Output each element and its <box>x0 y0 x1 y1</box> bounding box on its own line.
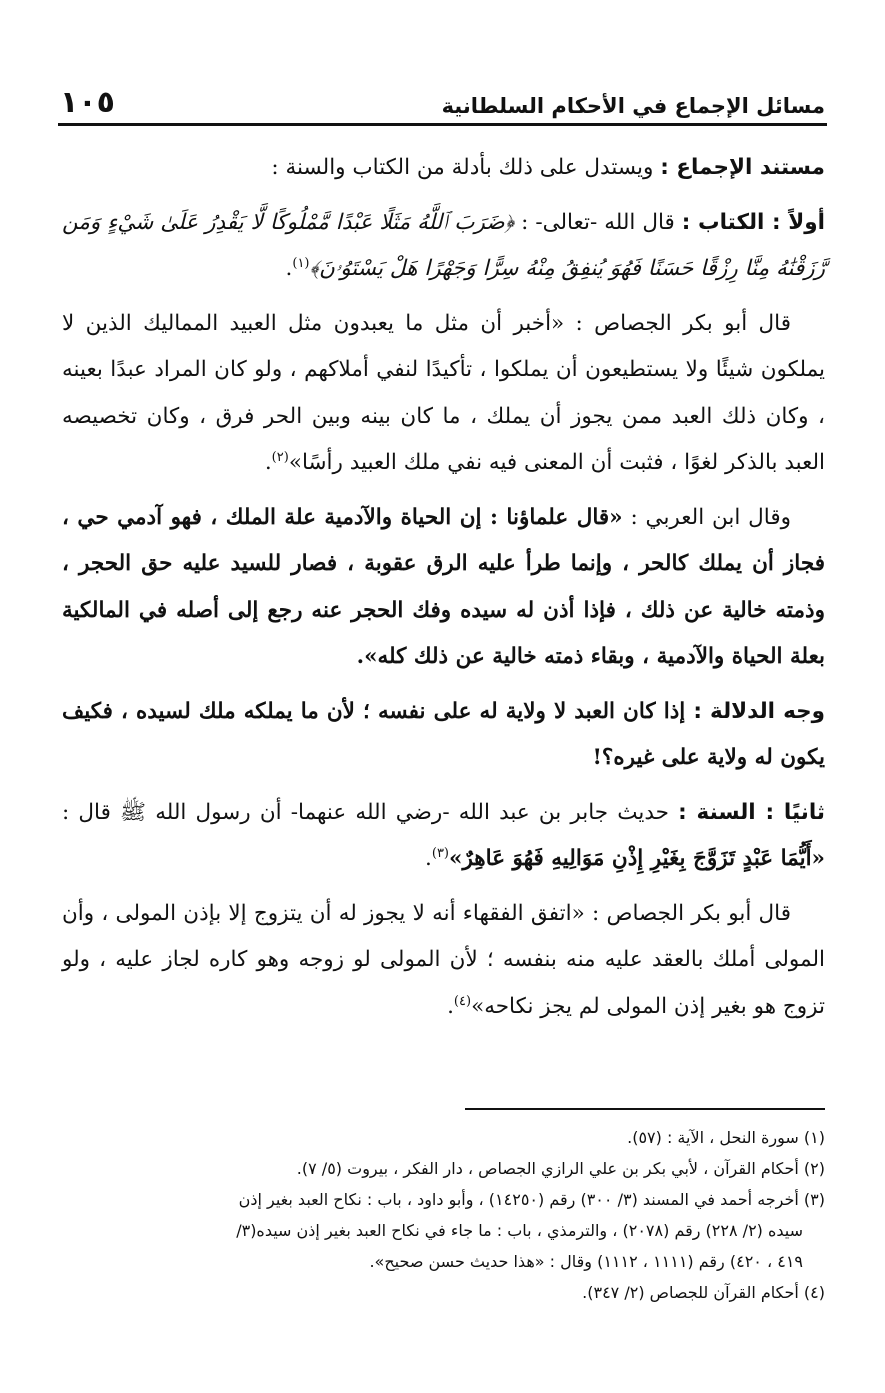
footnote-ref-1: (١) <box>292 255 310 271</box>
footnote-1: (١) سورة النحل ، الآية : (٥٧). <box>627 1128 825 1147</box>
punctuation: . <box>264 450 272 475</box>
paragraph-quran <box>62 200 825 293</box>
punctuation: . <box>285 256 293 281</box>
footnote-divider <box>465 1108 825 1110</box>
punctuation: . <box>425 846 432 871</box>
paragraph-text: قال أبو بكر الجصاص : «أخبر أن مثل ما يعبدون مثل العبيد المماليك الذين لا يملكون شيئًا ولا يستطيعون أن يملكوا ، تأكيدًا لنفي أملاكهم ، ولو كان المراد عبدًا بعينه ، وكان ذلك العبد ممن يجوز أن يملك ، ما كان بينه وبين الحر فرق ، وكان تخصيصه العبد بالذكر لغوًا ، فثبت أن المعنى فيه نفي ملك العبيد رأسًا» <box>62 310 825 475</box>
header-divider <box>58 123 827 126</box>
paragraph-consensus-basis <box>62 145 825 192</box>
quran-verse: ﴿ضَرَبَ ٱللَّهُ مَثَلًا عَبْدًا مَّمْلُوكًا لَّا يَقْدِرُ عَلَىٰ شَيْءٍ وَمَن رَّزَقْنَٰهُ مِنَّا رِزْقًا حَسَنًا فَهُوَ يُنفِقُ مِنْهُ سِرًّا وَجَهْرًا هَلْ يَسْتَوُۥنَ﴾ <box>62 209 825 281</box>
quote-text: «قال علماؤنا : إن الحياة والآدمية علة الملك ، فهو آدمي حي ، فجاز أن يملك كالحر ، وإنما طرأ عليه الرق عقوبة ، فصار للسيد عليه حق الحجر ، وذمته خالية عن ذلك ، فإذا أذن له سيده وفك الحجر عنه رجع إلى أصله في المالكية بعلة الحياة والآدمية ، وبقاء ذمته خالية عن ذلك كله». <box>62 504 825 669</box>
heading-quran: أولاً : الكتاب : <box>681 209 826 235</box>
page-header <box>60 78 825 118</box>
paragraph-text: إذا كان العبد لا ولاية له على نفسه ؛ لأن ما يملكه ملك لسيده ، فكيف يكون له ولاية على غيره؟! <box>62 698 825 770</box>
hadith-text: «أَيُّمَا عَبْدٍ تَزَوَّجَ بِغَيْرِ إِذْنِ مَوَالِيهِ فَهُوَ عَاهِرٌ» <box>449 846 825 871</box>
paragraph-ibn-arabi-quote <box>62 495 825 681</box>
paragraph-text: قال الله -تعالى- : <box>514 209 682 235</box>
paragraph-text: قال أبو بكر الجصاص : «اتفق الفقهاء أنه لا يجوز له أن يتزوج إلا بإذن المولى ، وأن المولى أملك بالعقد عليه منه بنفسه ؛ لأن المولى لو زوجه وهو كاره لجاز عليه ، ولو تزوج هو بغير إذن المولى لم يجز نكاحه» <box>62 900 825 1019</box>
footnote-ref-3: (٣) <box>431 845 449 861</box>
running-title: مسائل الإجماع في الأحكام السلطانية <box>441 94 825 118</box>
heading-sunnah: ثانيًا : السنة : <box>678 799 825 825</box>
footnote-ref-4: (٤) <box>453 993 472 1009</box>
paragraph-jassas-second-quote <box>62 891 825 1031</box>
paragraph-jassas-quote <box>62 301 825 487</box>
footnotes <box>62 1122 825 1308</box>
paragraph-text: ويستدل على ذلك بأدلة من الكتاب والسنة : <box>271 155 661 180</box>
footnote-4: (٤) أحكام القرآن للجصاص (٢/ ٣٤٧). <box>582 1283 825 1302</box>
heading-evidence: وجه الدلالة : <box>693 698 825 724</box>
punctuation: . <box>447 993 454 1019</box>
paragraph-text: وقال ابن العربي : <box>622 504 791 530</box>
paragraph-evidence <box>62 689 825 782</box>
footnote-ref-2: (٢) <box>271 449 289 465</box>
main-text <box>62 145 825 1038</box>
paragraph-sunnah <box>62 790 825 883</box>
footnote-3: (٣) أخرجه أحمد في المسند (٣/ ٣٠٠) رقم (١٤٢٥٠) ، وأبو داود ، باب : نكاح العبد بغير إذن <box>238 1190 825 1209</box>
paragraph-text: حديث جابر بن عبد الله -رضي الله عنهما- أن رسول الله ﷺ قال : <box>62 799 679 825</box>
footnote-2: (٢) أحكام القرآن ، لأبي بكر بن علي الرازي الجصاص ، دار الفكر ، بيروت (٥/ ٧). <box>296 1159 825 1178</box>
footnote-3-continued: سيده (٢/ ٢٢٨) رقم (٢٠٧٨) ، والترمذي ، باب : ما جاء في نكاح العبد بغير إذن سيده(٣/ <box>236 1221 803 1240</box>
heading-consensus-basis: مستند الإجماع : <box>660 155 825 180</box>
footnote-3-continued: ٤١٩ ، ٤٢٠) رقم (١١١١ ، ١١١٢) وقال : «هذا حديث حسن صحيح». <box>369 1252 803 1271</box>
page-number: ١٠٥ <box>60 85 115 120</box>
